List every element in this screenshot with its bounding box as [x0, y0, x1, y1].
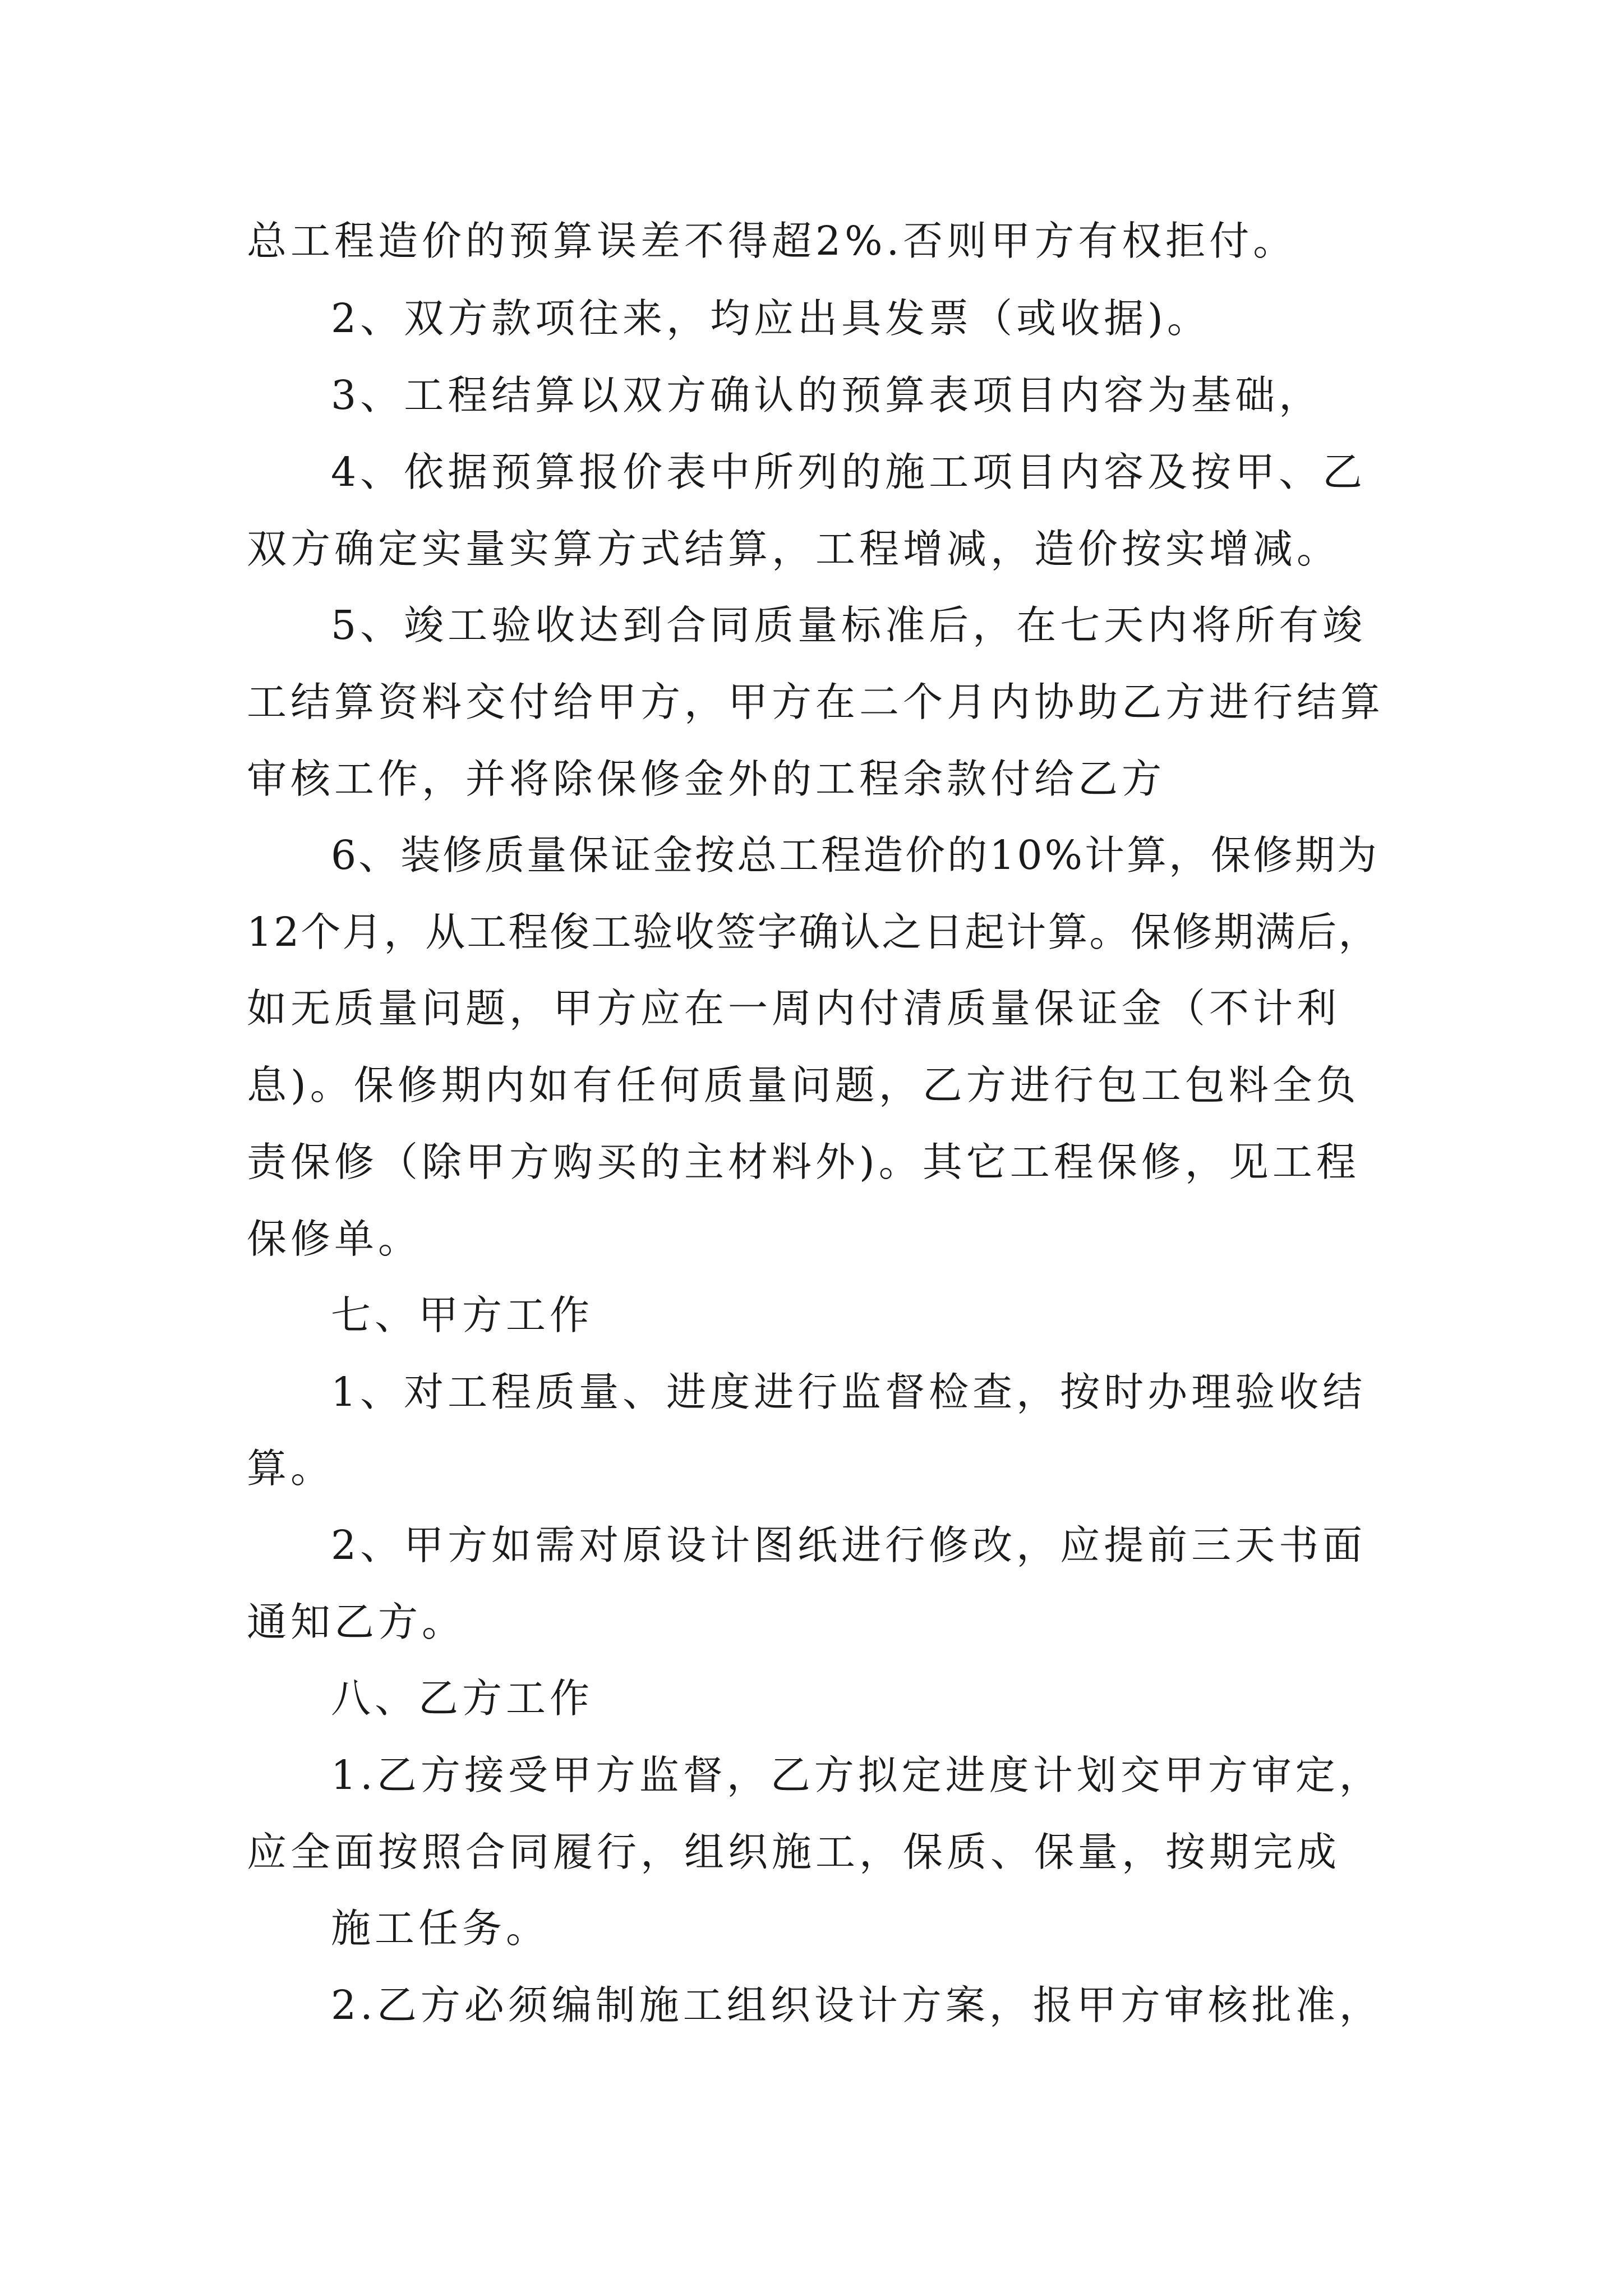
- text-line: 算。: [247, 1445, 335, 1492]
- text-line: 2.乙方必须编制施工组织设计方案，报甲方审核批准，: [331, 1982, 1383, 2028]
- section-heading: 八、乙方工作: [331, 1675, 594, 1722]
- text-line: 息)。保修期内如有任何质量问题，乙方进行包工包料全负: [247, 1062, 1360, 1108]
- text-line: 4、依据预算报价表中所列的施工项目内容及按甲、乙: [331, 449, 1367, 495]
- text-line: 双方确定实量实算方式结算，工程增减，造价按实增减。: [247, 526, 1341, 572]
- text-line: 通知乙方。: [247, 1599, 466, 1645]
- text-line: 6、装修质量保证金按总工程造价的10%计算，保修期为: [331, 832, 1379, 878]
- text-line: 5、竣工验收达到合同质量标准后，在七天内将所有竣: [331, 602, 1367, 648]
- text-line: 施工任务。: [331, 1905, 550, 1952]
- text-line: 2、甲方如需对原设计图纸进行修改，应提前三天书面: [331, 1522, 1367, 1568]
- text-line: 1.乙方接受甲方监督，乙方拟定进度计划交甲方审定，: [331, 1752, 1383, 1798]
- text-line: 3、工程结算以双方确认的预算表项目内容为基础，: [331, 372, 1323, 418]
- text-line: 应全面按照合同履行，组织施工，保质、保量，按期完成: [247, 1829, 1341, 1875]
- text-line: 保修单。: [247, 1216, 422, 1262]
- text-line: 工结算资料交付给甲方，甲方在二个月内协助乙方进行结算: [247, 679, 1385, 725]
- text-line: 2、双方款项往来，均应出具发票（或收据)。: [331, 295, 1211, 342]
- text-line: 总工程造价的预算误差不得超2%.否则甲方有权拒付。: [247, 218, 1297, 264]
- text-line: 如无质量问题，甲方应在一周内付清质量保证金（不计利: [247, 985, 1341, 1032]
- text-line: 审核工作，并将除保修金外的工程余款付给乙方: [247, 756, 1166, 802]
- text-line: 12个月，从工程俊工验收签字确认之日起计算。保修期满后，: [247, 909, 1380, 955]
- text-line: 1、对工程质量、进度进行监督检查，按时办理验收结: [331, 1369, 1367, 1415]
- section-heading: 七、甲方工作: [331, 1292, 594, 1338]
- text-line: 责保修（除甲方购买的主材料外)。其它工程保修，见工程: [247, 1139, 1360, 1185]
